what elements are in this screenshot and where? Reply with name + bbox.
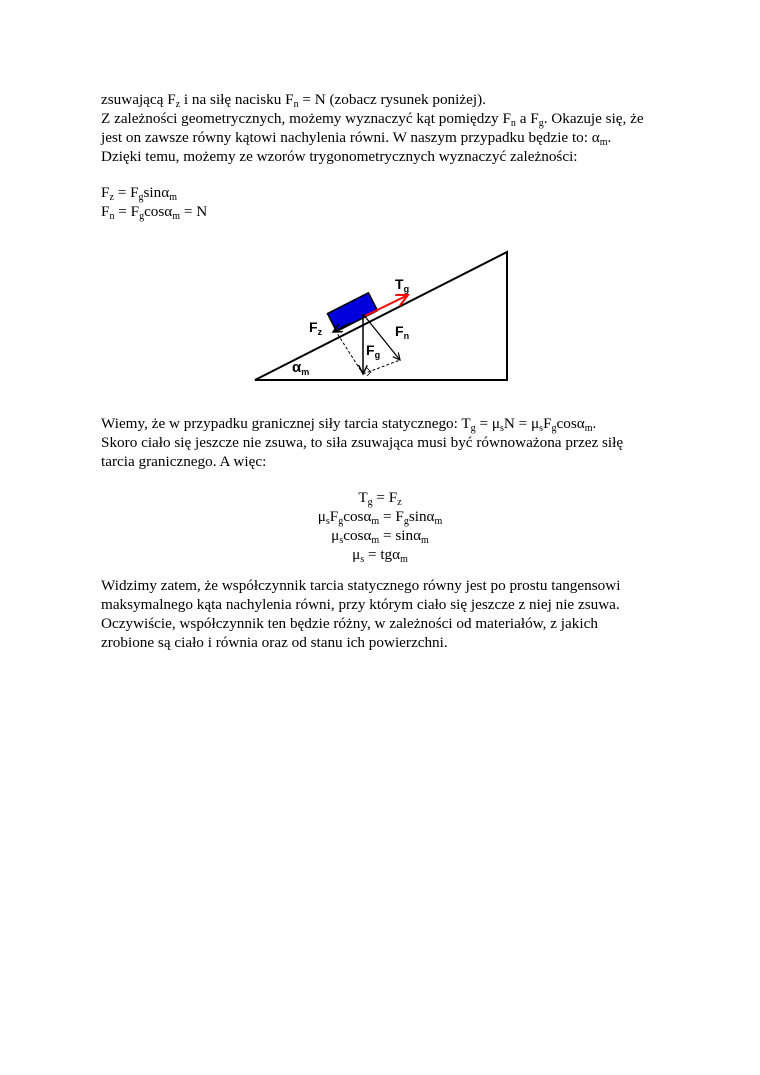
- text-line-5: Wiemy, że w przypadku granicznej siły tarcia statycznego: $T_g = \mu_sN = \mu_sF_g\cos\alpha_m$.: [101, 415, 597, 434]
- construction-line-1: [335, 330, 363, 374]
- derivation-line-4: $\mu_s = tg\alpha_m$: [352, 546, 408, 565]
- label-fg: $F_g$: [366, 342, 381, 360]
- text-line-10: Oczywiście, współczynnik ten będzie różny, w zależności od materiałów, z jakich: [101, 615, 598, 632]
- equation-fn: $F_n = F_g\cos\alpha_m = N$: [101, 203, 208, 222]
- text-line-6: Skoro ciało się jeszcze nie zsuwa, to siła zsuwająca musi być równoważona przez siłę: [101, 434, 624, 451]
- derivation-line-1: $T_g = F_z$: [358, 489, 402, 508]
- construction-line-2: [363, 360, 400, 374]
- label-alpha: $\alpha_m$: [292, 359, 310, 377]
- text-line-8: Widzimy zatem, że współczynnik tarcia statycznego równy jest po prostu tangensowi: [101, 577, 621, 594]
- text-line-4: Dzięki temu, możemy ze wzorów trygonometrycznych wyznaczyć zależności:: [101, 148, 578, 165]
- label-fn: $F_n$: [395, 323, 410, 341]
- label-tg: $T_g$: [395, 276, 410, 294]
- inclined-plane-diagram: [250, 248, 520, 388]
- label-fz: $F_z$: [309, 319, 323, 337]
- text-line-9: maksymalnego kąta nachylenia równi, przy którym ciało się jeszcze z niej nie zsuwa.: [101, 596, 620, 613]
- block: [327, 293, 377, 332]
- derivation-line-3: $\mu_s\cos\alpha_m = \sin\alpha_m$: [331, 527, 429, 546]
- text-line-7: tarcia granicznego. A więc:: [101, 453, 267, 470]
- equation-fz: $F_z = F_g\sin\alpha_m$: [101, 184, 177, 203]
- text-line-2: Z zależności geometrycznych, możemy wyznaczyć kąt pomiędzy $F_n$ a $F_g$. Okazuje się, że: [101, 110, 644, 129]
- text-line-11: zrobione są ciało i równia oraz od stanu ich powierzchni.: [101, 634, 448, 651]
- text-line-1: zsuwającą $F_z$ i na siłę nacisku $F_n = N$ (zobacz rysunek poniżej).: [101, 91, 486, 110]
- text-line-3: jest on zawsze równy kątowi nachylenia równi. W naszym przypadku będzie to: $\alpha_m$.: [101, 129, 612, 148]
- derivation-line-2: $\mu_sF_g\cos\alpha_m = F_g\sin\alpha_m$: [317, 508, 443, 527]
